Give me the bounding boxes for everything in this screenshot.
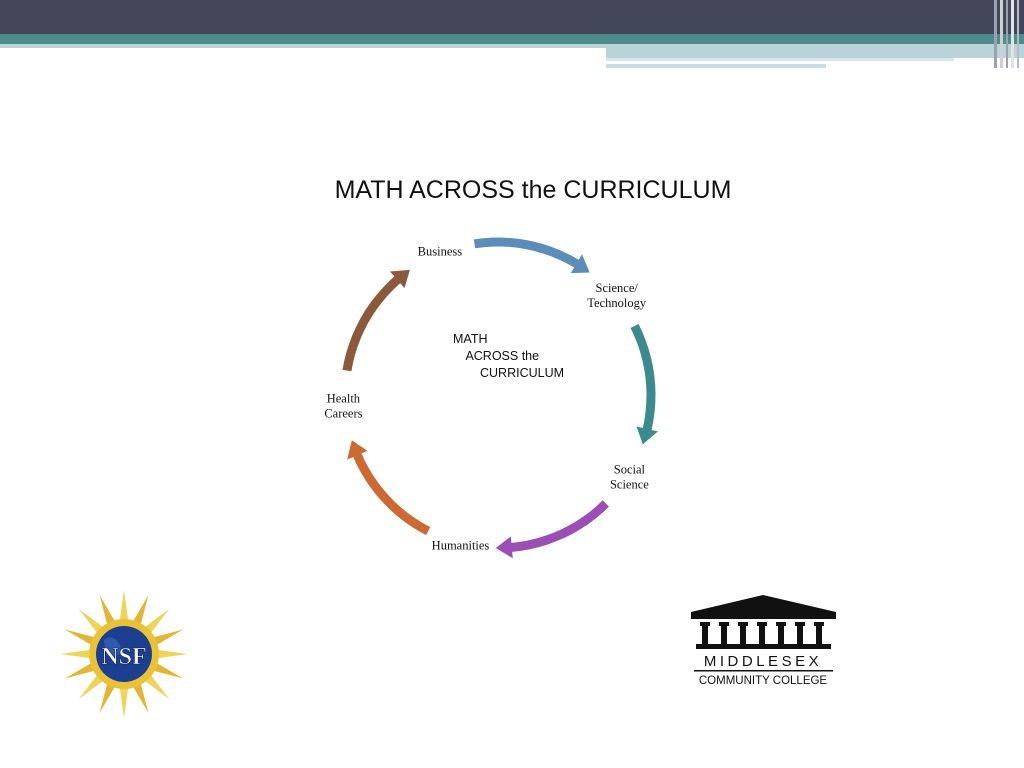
nsf-seal-icon — [60, 590, 188, 718]
cycle-node-label — [418, 244, 463, 258]
center-label — [453, 332, 564, 380]
cycle-node-label-line: Science — [609, 477, 649, 492]
column-shaft — [797, 626, 803, 644]
cycle-arrow-icon — [474, 238, 590, 274]
building-entablature — [691, 612, 836, 619]
header-dark-bar — [0, 0, 1024, 34]
column-shaft — [759, 626, 765, 644]
header-light-bar — [0, 44, 1024, 48]
building-base — [696, 644, 831, 649]
college-building-icon — [691, 595, 836, 687]
cycle-diagram — [324, 238, 658, 559]
nsf-ray — [60, 650, 91, 659]
cycle-node-label-line: Science/ — [595, 280, 638, 295]
cycle-node-label-line: Business — [417, 244, 463, 259]
column-shaft — [740, 626, 746, 644]
column-capital — [700, 622, 710, 626]
nsf-logo-text: NSF — [101, 644, 147, 670]
building-roof — [691, 595, 836, 612]
cycle-node-label-line: Humanities — [431, 538, 490, 553]
header-teal-bar — [0, 34, 1024, 44]
college-logo-rule — [694, 670, 833, 672]
college-logo-name: MIDDLESEX — [703, 653, 823, 670]
cycle-arrow-icon — [496, 500, 609, 558]
cycle-node-label — [324, 391, 362, 420]
cycle-node-label-line: Technology — [587, 295, 647, 310]
college-logo-subtitle: COMMUNITY COLLEGE — [698, 675, 828, 687]
header-light-tab-line — [606, 58, 954, 61]
slide-title: MATH ACROSS the CURRICULUM — [334, 176, 732, 204]
header-light-tab-line2 — [606, 64, 826, 68]
header-light-tab — [606, 48, 1024, 58]
cycle-node-label — [610, 463, 649, 492]
cycle-node-label-line: Social — [613, 462, 646, 477]
column-capital — [776, 622, 786, 626]
cycle-arrow-icon — [631, 324, 658, 445]
cycle-node-label-line: Health — [326, 391, 361, 406]
center-label-line-2: ACROSS the — [465, 349, 540, 363]
column-capital — [738, 622, 748, 626]
column-shaft — [702, 626, 708, 644]
center-label-line-1: MATH — [453, 332, 488, 346]
cycle-node-label-line: Careers — [324, 406, 363, 421]
nsf-ray — [157, 650, 188, 659]
column-capital — [719, 622, 729, 626]
center-label-line-3: CURRICULUM — [479, 366, 565, 380]
header-band — [0, 0, 1024, 68]
column-capital — [814, 622, 824, 626]
column-capital — [795, 622, 805, 626]
cycle-arrow-icon — [343, 270, 410, 371]
column-shaft — [816, 626, 822, 644]
column-capital — [757, 622, 767, 626]
cycle-arrow-icon — [347, 440, 430, 535]
building-columns — [700, 622, 824, 644]
column-shaft — [721, 626, 727, 644]
nsf-ray — [120, 590, 129, 621]
cycle-node-label — [432, 538, 490, 552]
nsf-ray — [120, 687, 129, 718]
column-shaft — [778, 626, 784, 644]
cycle-node-label — [587, 281, 647, 310]
